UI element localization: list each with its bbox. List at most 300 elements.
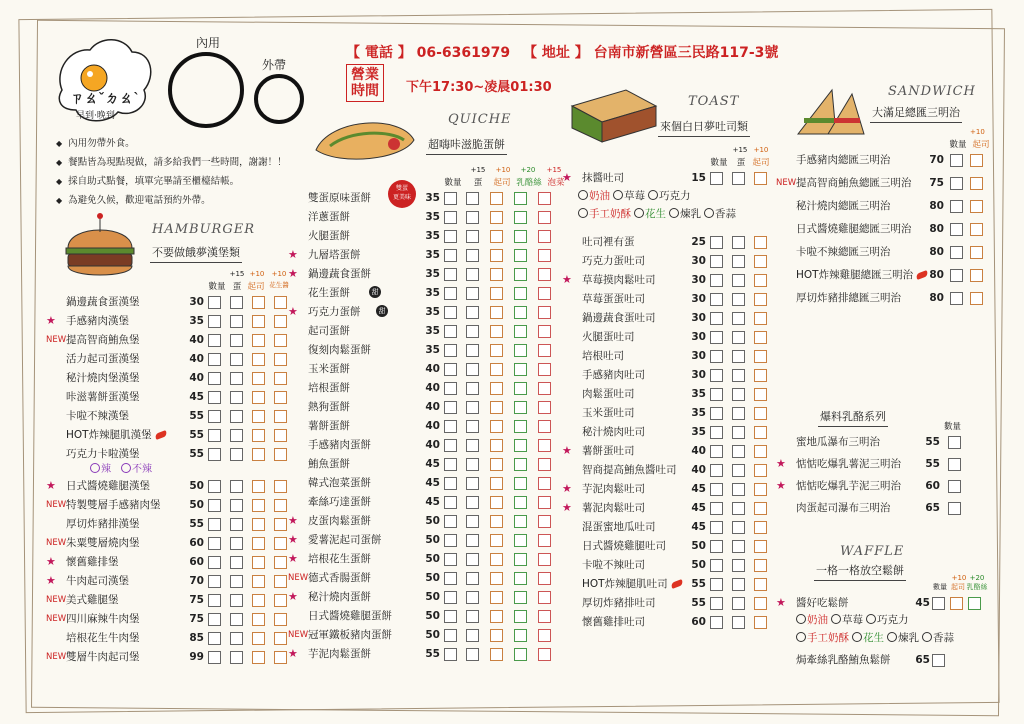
addon-checkbox[interactable] (538, 211, 551, 224)
qty-checkbox[interactable] (444, 306, 457, 319)
addon-checkbox[interactable] (252, 296, 265, 309)
addon-checkbox[interactable] (538, 325, 551, 338)
addon-checkbox[interactable] (538, 610, 551, 623)
addon-checkbox[interactable] (538, 230, 551, 243)
addon-checkbox[interactable] (466, 648, 479, 661)
addon-checkbox[interactable] (732, 369, 745, 382)
qty-checkbox[interactable] (950, 154, 963, 167)
qty-checkbox[interactable] (710, 540, 723, 553)
addon-checkbox[interactable] (514, 515, 527, 528)
dine-in-circle[interactable] (168, 52, 244, 128)
qty-checkbox[interactable] (444, 572, 457, 585)
addon-checkbox[interactable] (490, 648, 503, 661)
addon-checkbox[interactable] (538, 458, 551, 471)
addon-checkbox[interactable] (732, 559, 745, 572)
addon-checkbox[interactable] (274, 315, 287, 328)
addon-checkbox[interactable] (252, 594, 265, 607)
addon-checkbox[interactable] (514, 629, 527, 642)
qty-checkbox[interactable] (444, 363, 457, 376)
addon-checkbox[interactable] (732, 274, 745, 287)
addon-checkbox[interactable] (466, 610, 479, 623)
addon-checkbox[interactable] (230, 480, 243, 493)
addon-checkbox[interactable] (970, 223, 983, 236)
addon-checkbox[interactable] (732, 293, 745, 306)
addon-checkbox[interactable] (490, 572, 503, 585)
addon-checkbox[interactable] (466, 192, 479, 205)
addon-checkbox[interactable] (230, 296, 243, 309)
addon-checkbox[interactable] (490, 401, 503, 414)
spread-option[interactable] (648, 190, 691, 202)
addon-checkbox[interactable] (732, 578, 745, 591)
qty-checkbox[interactable] (710, 407, 723, 420)
addon-checkbox[interactable] (230, 448, 243, 461)
addon-checkbox[interactable] (538, 629, 551, 642)
addon-checkbox[interactable] (538, 249, 551, 262)
addon-checkbox[interactable] (514, 306, 527, 319)
addon-checkbox[interactable] (754, 407, 767, 420)
spread-option[interactable] (796, 614, 828, 626)
addon-checkbox[interactable] (466, 306, 479, 319)
addon-checkbox[interactable] (490, 591, 503, 604)
qty-checkbox[interactable] (950, 177, 963, 190)
spread-option[interactable] (796, 632, 849, 644)
addon-checkbox[interactable] (490, 249, 503, 262)
addon-checkbox[interactable] (230, 613, 243, 626)
addon-checkbox[interactable] (252, 575, 265, 588)
addon-checkbox[interactable] (274, 594, 287, 607)
addon-checkbox[interactable] (514, 192, 527, 205)
qty-checkbox[interactable] (710, 426, 723, 439)
qty-checkbox[interactable] (208, 499, 221, 512)
addon-checkbox[interactable] (230, 537, 243, 550)
addon-checkbox[interactable] (490, 287, 503, 300)
addon-checkbox[interactable] (490, 477, 503, 490)
qty-checkbox[interactable] (444, 420, 457, 433)
addon-checkbox[interactable] (274, 556, 287, 569)
addon-checkbox[interactable] (230, 353, 243, 366)
addon-checkbox[interactable] (732, 407, 745, 420)
addon-checkbox[interactable] (732, 464, 745, 477)
addon-checkbox[interactable] (514, 287, 527, 300)
qty-checkbox[interactable] (208, 575, 221, 588)
addon-checkbox[interactable] (538, 515, 551, 528)
addon-checkbox[interactable] (754, 255, 767, 268)
addon-checkbox[interactable] (490, 192, 503, 205)
spread-option[interactable] (887, 632, 919, 644)
qty-checkbox[interactable] (444, 496, 457, 509)
addon-checkbox[interactable] (274, 429, 287, 442)
spread-option[interactable] (634, 208, 666, 220)
qty-checkbox[interactable] (444, 230, 457, 243)
qty-checkbox[interactable] (444, 648, 457, 661)
addon-checkbox[interactable] (230, 391, 243, 404)
qty-checkbox[interactable] (444, 268, 457, 281)
qty-checkbox[interactable] (208, 632, 221, 645)
addon-checkbox[interactable] (274, 613, 287, 626)
addon-checkbox[interactable] (538, 572, 551, 585)
qty-checkbox[interactable] (208, 448, 221, 461)
addon-checkbox[interactable] (754, 172, 767, 185)
qty-checkbox[interactable] (444, 344, 457, 357)
addon-checkbox[interactable] (230, 315, 243, 328)
addon-checkbox[interactable] (252, 537, 265, 550)
addon-checkbox[interactable] (490, 534, 503, 547)
spicy-option[interactable] (121, 464, 152, 475)
addon-checkbox[interactable] (490, 439, 503, 452)
addon-checkbox[interactable] (514, 553, 527, 566)
qty-checkbox[interactable] (208, 372, 221, 385)
addon-checkbox[interactable] (538, 420, 551, 433)
addon-checkbox[interactable] (230, 556, 243, 569)
addon-checkbox[interactable] (514, 268, 527, 281)
addon-checkbox[interactable] (466, 363, 479, 376)
addon-checkbox[interactable] (538, 363, 551, 376)
qty-checkbox[interactable] (444, 477, 457, 490)
addon-checkbox[interactable] (732, 331, 745, 344)
addon-checkbox[interactable] (230, 594, 243, 607)
addon-checkbox[interactable] (274, 499, 287, 512)
addon-checkbox[interactable] (490, 553, 503, 566)
addon-checkbox[interactable] (230, 334, 243, 347)
qty-checkbox[interactable] (444, 382, 457, 395)
addon-checkbox[interactable] (970, 177, 983, 190)
qty-checkbox[interactable] (444, 287, 457, 300)
addon-checkbox[interactable] (732, 616, 745, 629)
addon-checkbox[interactable] (732, 502, 745, 515)
addon-checkbox[interactable] (732, 445, 745, 458)
spread-option[interactable] (613, 190, 645, 202)
addon-checkbox[interactable] (538, 287, 551, 300)
spread-option[interactable] (669, 208, 701, 220)
addon-checkbox[interactable] (732, 255, 745, 268)
qty-checkbox[interactable] (208, 334, 221, 347)
qty-checkbox[interactable] (208, 315, 221, 328)
addon-checkbox[interactable] (230, 518, 243, 531)
qty-checkbox[interactable] (444, 325, 457, 338)
addon-checkbox[interactable] (538, 591, 551, 604)
qty-checkbox[interactable] (710, 274, 723, 287)
spread-option[interactable] (831, 614, 863, 626)
spread-option[interactable] (578, 208, 631, 220)
addon-checkbox[interactable] (466, 230, 479, 243)
qty-checkbox[interactable] (710, 172, 723, 185)
addon-checkbox[interactable] (538, 306, 551, 319)
addon-checkbox[interactable] (274, 391, 287, 404)
addon-checkbox[interactable] (538, 382, 551, 395)
addon-checkbox[interactable] (252, 480, 265, 493)
addon-checkbox[interactable] (466, 211, 479, 224)
addon-checkbox[interactable] (514, 648, 527, 661)
addon-checkbox[interactable] (252, 372, 265, 385)
qty-checkbox[interactable] (208, 410, 221, 423)
addon-checkbox[interactable] (490, 629, 503, 642)
addon-checkbox[interactable] (230, 632, 243, 645)
addon-checkbox[interactable] (538, 192, 551, 205)
addon-checkbox[interactable] (754, 521, 767, 534)
addon-checkbox[interactable] (274, 518, 287, 531)
qty-checkbox[interactable] (444, 553, 457, 566)
spread-option[interactable] (866, 614, 909, 626)
addon-checkbox[interactable] (466, 572, 479, 585)
addon-checkbox[interactable] (970, 154, 983, 167)
addon-checkbox[interactable] (754, 388, 767, 401)
qty-checkbox[interactable] (710, 483, 723, 496)
qty-checkbox[interactable] (208, 613, 221, 626)
addon-checkbox[interactable] (466, 458, 479, 471)
addon-checkbox[interactable] (466, 420, 479, 433)
addon-checkbox[interactable] (490, 211, 503, 224)
qty-checkbox[interactable] (710, 369, 723, 382)
addon-checkbox[interactable] (466, 268, 479, 281)
qty-checkbox[interactable] (710, 331, 723, 344)
addon-checkbox[interactable] (754, 350, 767, 363)
addon-checkbox[interactable] (754, 616, 767, 629)
qty-checkbox[interactable] (208, 537, 221, 550)
qty-checkbox[interactable] (710, 559, 723, 572)
addon-checkbox[interactable] (252, 556, 265, 569)
qty-checkbox[interactable] (444, 629, 457, 642)
addon-checkbox[interactable] (252, 448, 265, 461)
addon-checkbox[interactable] (274, 372, 287, 385)
addon-checkbox[interactable] (538, 553, 551, 566)
addon-checkbox[interactable] (970, 269, 983, 282)
qty-checkbox[interactable] (208, 651, 221, 664)
addon-checkbox[interactable] (230, 499, 243, 512)
addon-checkbox[interactable] (466, 287, 479, 300)
addon-checkbox[interactable] (970, 200, 983, 213)
addon-checkbox[interactable] (754, 445, 767, 458)
addon-checkbox[interactable] (950, 597, 963, 610)
addon-checkbox[interactable] (252, 499, 265, 512)
addon-checkbox[interactable] (274, 410, 287, 423)
addon-checkbox[interactable] (490, 458, 503, 471)
addon-checkbox[interactable] (732, 350, 745, 363)
addon-checkbox[interactable] (514, 325, 527, 338)
addon-checkbox[interactable] (514, 534, 527, 547)
addon-checkbox[interactable] (514, 249, 527, 262)
qty-checkbox[interactable] (208, 556, 221, 569)
addon-checkbox[interactable] (230, 372, 243, 385)
qty-checkbox[interactable] (444, 458, 457, 471)
addon-checkbox[interactable] (732, 426, 745, 439)
addon-checkbox[interactable] (514, 591, 527, 604)
addon-checkbox[interactable] (538, 534, 551, 547)
addon-checkbox[interactable] (252, 651, 265, 664)
addon-checkbox[interactable] (732, 540, 745, 553)
addon-checkbox[interactable] (754, 331, 767, 344)
qty-checkbox[interactable] (932, 597, 945, 610)
qty-checkbox[interactable] (950, 200, 963, 213)
addon-checkbox[interactable] (466, 629, 479, 642)
addon-checkbox[interactable] (274, 537, 287, 550)
take-out-circle[interactable] (254, 74, 304, 124)
qty-checkbox[interactable] (710, 293, 723, 306)
addon-checkbox[interactable] (466, 382, 479, 395)
addon-checkbox[interactable] (754, 559, 767, 572)
addon-checkbox[interactable] (466, 344, 479, 357)
addon-checkbox[interactable] (514, 439, 527, 452)
addon-checkbox[interactable] (490, 230, 503, 243)
qty-checkbox[interactable] (444, 610, 457, 623)
addon-checkbox[interactable] (754, 502, 767, 515)
addon-checkbox[interactable] (490, 496, 503, 509)
addon-checkbox[interactable] (230, 651, 243, 664)
addon-checkbox[interactable] (754, 426, 767, 439)
qty-checkbox[interactable] (710, 236, 723, 249)
addon-checkbox[interactable] (514, 363, 527, 376)
addon-checkbox[interactable] (466, 439, 479, 452)
qty-checkbox[interactable] (208, 594, 221, 607)
addon-checkbox[interactable] (230, 429, 243, 442)
addon-checkbox[interactable] (538, 439, 551, 452)
addon-checkbox[interactable] (274, 296, 287, 309)
addon-checkbox[interactable] (252, 613, 265, 626)
addon-checkbox[interactable] (754, 597, 767, 610)
addon-checkbox[interactable] (490, 363, 503, 376)
addon-checkbox[interactable] (274, 575, 287, 588)
qty-checkbox[interactable] (444, 192, 457, 205)
addon-checkbox[interactable] (466, 477, 479, 490)
addon-checkbox[interactable] (490, 610, 503, 623)
addon-checkbox[interactable] (754, 464, 767, 477)
addon-checkbox[interactable] (252, 518, 265, 531)
addon-checkbox[interactable] (466, 401, 479, 414)
addon-checkbox[interactable] (754, 236, 767, 249)
addon-checkbox[interactable] (466, 591, 479, 604)
addon-checkbox[interactable] (754, 293, 767, 306)
addon-checkbox[interactable] (754, 274, 767, 287)
addon-checkbox[interactable] (252, 353, 265, 366)
addon-checkbox[interactable] (274, 480, 287, 493)
qty-checkbox[interactable] (948, 436, 961, 449)
addon-checkbox[interactable] (514, 496, 527, 509)
addon-checkbox[interactable] (274, 632, 287, 645)
qty-checkbox[interactable] (208, 391, 221, 404)
qty-checkbox[interactable] (950, 246, 963, 259)
addon-checkbox[interactable] (252, 315, 265, 328)
qty-checkbox[interactable] (710, 464, 723, 477)
qty-checkbox[interactable] (710, 350, 723, 363)
qty-checkbox[interactable] (208, 518, 221, 531)
addon-checkbox[interactable] (274, 651, 287, 664)
spread-option[interactable] (922, 632, 954, 644)
addon-checkbox[interactable] (754, 578, 767, 591)
qty-checkbox[interactable] (950, 269, 963, 282)
addon-checkbox[interactable] (754, 369, 767, 382)
addon-checkbox[interactable] (514, 420, 527, 433)
addon-checkbox[interactable] (732, 597, 745, 610)
addon-checkbox[interactable] (754, 540, 767, 553)
addon-checkbox[interactable] (466, 496, 479, 509)
spread-option[interactable] (578, 190, 610, 202)
addon-checkbox[interactable] (252, 429, 265, 442)
addon-checkbox[interactable] (732, 236, 745, 249)
addon-checkbox[interactable] (732, 172, 745, 185)
qty-checkbox[interactable] (710, 578, 723, 591)
addon-checkbox[interactable] (968, 597, 981, 610)
qty-checkbox[interactable] (948, 502, 961, 515)
addon-checkbox[interactable] (538, 648, 551, 661)
addon-checkbox[interactable] (514, 230, 527, 243)
addon-checkbox[interactable] (514, 211, 527, 224)
addon-checkbox[interactable] (514, 610, 527, 623)
addon-checkbox[interactable] (538, 344, 551, 357)
qty-checkbox[interactable] (932, 654, 945, 667)
addon-checkbox[interactable] (490, 515, 503, 528)
qty-checkbox[interactable] (948, 458, 961, 471)
qty-checkbox[interactable] (444, 534, 457, 547)
addon-checkbox[interactable] (514, 572, 527, 585)
addon-checkbox[interactable] (230, 575, 243, 588)
qty-checkbox[interactable] (710, 388, 723, 401)
spread-option[interactable] (852, 632, 884, 644)
addon-checkbox[interactable] (466, 325, 479, 338)
qty-checkbox[interactable] (710, 255, 723, 268)
spicy-option[interactable] (90, 464, 111, 475)
addon-checkbox[interactable] (466, 553, 479, 566)
addon-checkbox[interactable] (514, 344, 527, 357)
qty-checkbox[interactable] (444, 249, 457, 262)
qty-checkbox[interactable] (950, 223, 963, 236)
addon-checkbox[interactable] (466, 249, 479, 262)
qty-checkbox[interactable] (710, 502, 723, 515)
addon-checkbox[interactable] (538, 496, 551, 509)
addon-checkbox[interactable] (732, 388, 745, 401)
addon-checkbox[interactable] (466, 515, 479, 528)
addon-checkbox[interactable] (252, 334, 265, 347)
qty-checkbox[interactable] (710, 616, 723, 629)
addon-checkbox[interactable] (252, 632, 265, 645)
qty-checkbox[interactable] (208, 296, 221, 309)
qty-checkbox[interactable] (208, 480, 221, 493)
addon-checkbox[interactable] (274, 353, 287, 366)
addon-checkbox[interactable] (274, 334, 287, 347)
addon-checkbox[interactable] (490, 420, 503, 433)
qty-checkbox[interactable] (208, 353, 221, 366)
addon-checkbox[interactable] (252, 410, 265, 423)
addon-checkbox[interactable] (274, 448, 287, 461)
addon-checkbox[interactable] (514, 382, 527, 395)
addon-checkbox[interactable] (490, 306, 503, 319)
qty-checkbox[interactable] (948, 480, 961, 493)
addon-checkbox[interactable] (538, 268, 551, 281)
addon-checkbox[interactable] (466, 534, 479, 547)
qty-checkbox[interactable] (710, 597, 723, 610)
addon-checkbox[interactable] (514, 477, 527, 490)
addon-checkbox[interactable] (732, 521, 745, 534)
qty-checkbox[interactable] (444, 439, 457, 452)
addon-checkbox[interactable] (490, 268, 503, 281)
addon-checkbox[interactable] (514, 401, 527, 414)
addon-checkbox[interactable] (754, 483, 767, 496)
addon-checkbox[interactable] (230, 410, 243, 423)
spread-option[interactable] (704, 208, 736, 220)
addon-checkbox[interactable] (754, 312, 767, 325)
addon-checkbox[interactable] (732, 312, 745, 325)
addon-checkbox[interactable] (970, 292, 983, 305)
addon-checkbox[interactable] (514, 458, 527, 471)
qty-checkbox[interactable] (208, 429, 221, 442)
addon-checkbox[interactable] (490, 382, 503, 395)
qty-checkbox[interactable] (950, 292, 963, 305)
addon-checkbox[interactable] (970, 246, 983, 259)
qty-checkbox[interactable] (444, 401, 457, 414)
qty-checkbox[interactable] (444, 591, 457, 604)
qty-checkbox[interactable] (444, 515, 457, 528)
addon-checkbox[interactable] (538, 477, 551, 490)
addon-checkbox[interactable] (538, 401, 551, 414)
qty-checkbox[interactable] (710, 521, 723, 534)
